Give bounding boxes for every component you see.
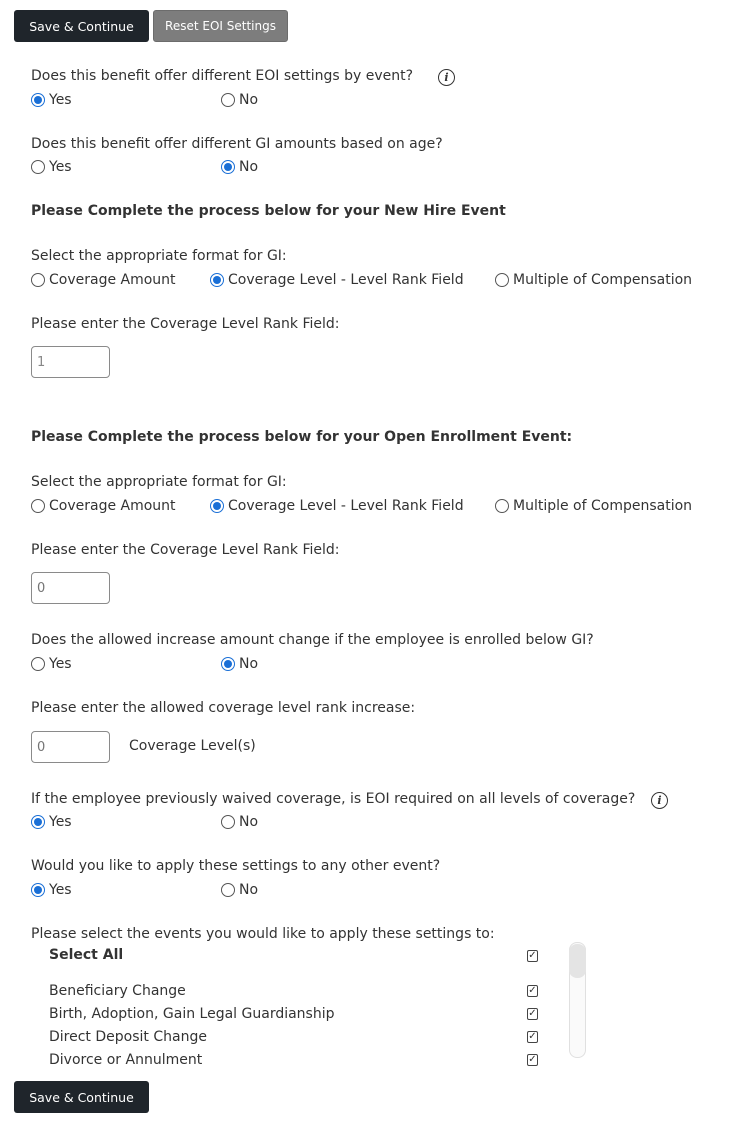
select-all-checkbox[interactable]: ✓	[528, 950, 537, 961]
gi-by-age-question: Does this benefit offer different GI amounts based on age?	[31, 136, 443, 152]
event-item-checkbox[interactable]: ✓	[528, 985, 537, 996]
increase-change-question: Does the allowed increase amount change if the employee is enrolled below GI?	[31, 632, 594, 648]
event-item-checkbox[interactable]: ✓	[528, 1031, 537, 1042]
save-continue-button-top[interactable]: Save & Continue	[14, 10, 149, 42]
radio-selected-icon	[221, 160, 235, 174]
new-hire-heading: Please Complete the process below for your New Hire Event	[31, 203, 506, 219]
new-hire-multiple-comp-radio[interactable]: Multiple of Compensation	[495, 271, 692, 289]
rank-increase-label: Please enter the allowed coverage level rank increase:	[31, 700, 416, 716]
radio-selected-icon	[31, 93, 45, 107]
increase-change-no-radio[interactable]: No	[221, 655, 258, 673]
rank-increase-input[interactable]	[31, 731, 110, 763]
oe-coverage-level-radio[interactable]: Coverage Level - Level Rank Field	[210, 497, 464, 515]
eoi-by-event-yes-radio[interactable]: Yes	[31, 91, 72, 109]
events-label: Please select the events you would like to apply these settings to:	[31, 926, 495, 942]
new-hire-format-label: Select the appropriate format for GI:	[31, 248, 287, 264]
event-item-checkbox[interactable]: ✓	[528, 1008, 537, 1019]
new-hire-rank-input[interactable]	[31, 346, 110, 378]
info-icon[interactable]: i	[438, 69, 455, 86]
waived-question: If the employee previously waived coverage, is EOI required on all levels of coverage?	[31, 791, 636, 807]
gi-by-age-yes-radio[interactable]: Yes	[31, 158, 72, 176]
events-list[interactable]	[31, 942, 586, 1068]
waived-yes-radio[interactable]: Yes	[31, 813, 72, 831]
radio-empty-icon	[31, 160, 45, 174]
open-enrollment-heading: Please Complete the process below for your Open Enrollment Event:	[31, 429, 573, 445]
oe-rank-input[interactable]	[31, 572, 110, 604]
select-all-label: Select All	[49, 947, 124, 963]
event-item-label: Direct Deposit Change	[49, 1029, 207, 1045]
rank-increase-suffix: Coverage Level(s)	[129, 738, 256, 754]
new-hire-coverage-amount-radio[interactable]: Coverage Amount	[31, 271, 176, 289]
event-item-label: Birth, Adoption, Gain Legal Guardianship	[49, 1006, 335, 1022]
radio-selected-icon	[210, 273, 224, 287]
radio-empty-icon	[31, 657, 45, 671]
eoi-by-event-question: Does this benefit offer different EOI settings by event?	[31, 68, 414, 84]
radio-empty-icon	[495, 499, 509, 513]
radio-empty-icon	[221, 883, 235, 897]
eoi-by-event-no-radio[interactable]: No	[221, 91, 258, 109]
gi-by-age-no-radio[interactable]: No	[221, 158, 258, 176]
radio-selected-icon	[31, 815, 45, 829]
radio-empty-icon	[31, 273, 45, 287]
radio-empty-icon	[495, 273, 509, 287]
event-item-checkbox[interactable]: ✓	[528, 1054, 537, 1065]
open-enrollment-format-label: Select the appropriate format for GI:	[31, 474, 287, 490]
increase-change-yes-radio[interactable]: Yes	[31, 655, 72, 673]
apply-other-no-radio[interactable]: No	[221, 881, 258, 899]
apply-other-yes-radio[interactable]: Yes	[31, 881, 72, 899]
oe-multiple-comp-radio[interactable]: Multiple of Compensation	[495, 497, 692, 515]
apply-other-question: Would you like to apply these settings to any other event?	[31, 858, 441, 874]
radio-empty-icon	[31, 499, 45, 513]
save-continue-button-bottom[interactable]: Save & Continue	[14, 1081, 149, 1113]
radio-selected-icon	[221, 657, 235, 671]
reset-eoi-settings-button[interactable]: Reset EOI Settings	[153, 10, 288, 42]
waived-no-radio[interactable]: No	[221, 813, 258, 831]
radio-empty-icon	[221, 815, 235, 829]
info-icon[interactable]: i	[651, 792, 668, 809]
radio-empty-icon	[221, 93, 235, 107]
oe-rank-label: Please enter the Coverage Level Rank Field:	[31, 542, 340, 558]
event-item-label: Beneficiary Change	[49, 983, 186, 999]
new-hire-coverage-level-radio[interactable]: Coverage Level - Level Rank Field	[210, 271, 464, 289]
event-item-label: Divorce or Annulment	[49, 1052, 203, 1068]
oe-coverage-amount-radio[interactable]: Coverage Amount	[31, 497, 176, 515]
radio-selected-icon	[210, 499, 224, 513]
events-scrollbar-thumb[interactable]	[569, 944, 586, 978]
new-hire-rank-label: Please enter the Coverage Level Rank Field:	[31, 316, 340, 332]
radio-selected-icon	[31, 883, 45, 897]
